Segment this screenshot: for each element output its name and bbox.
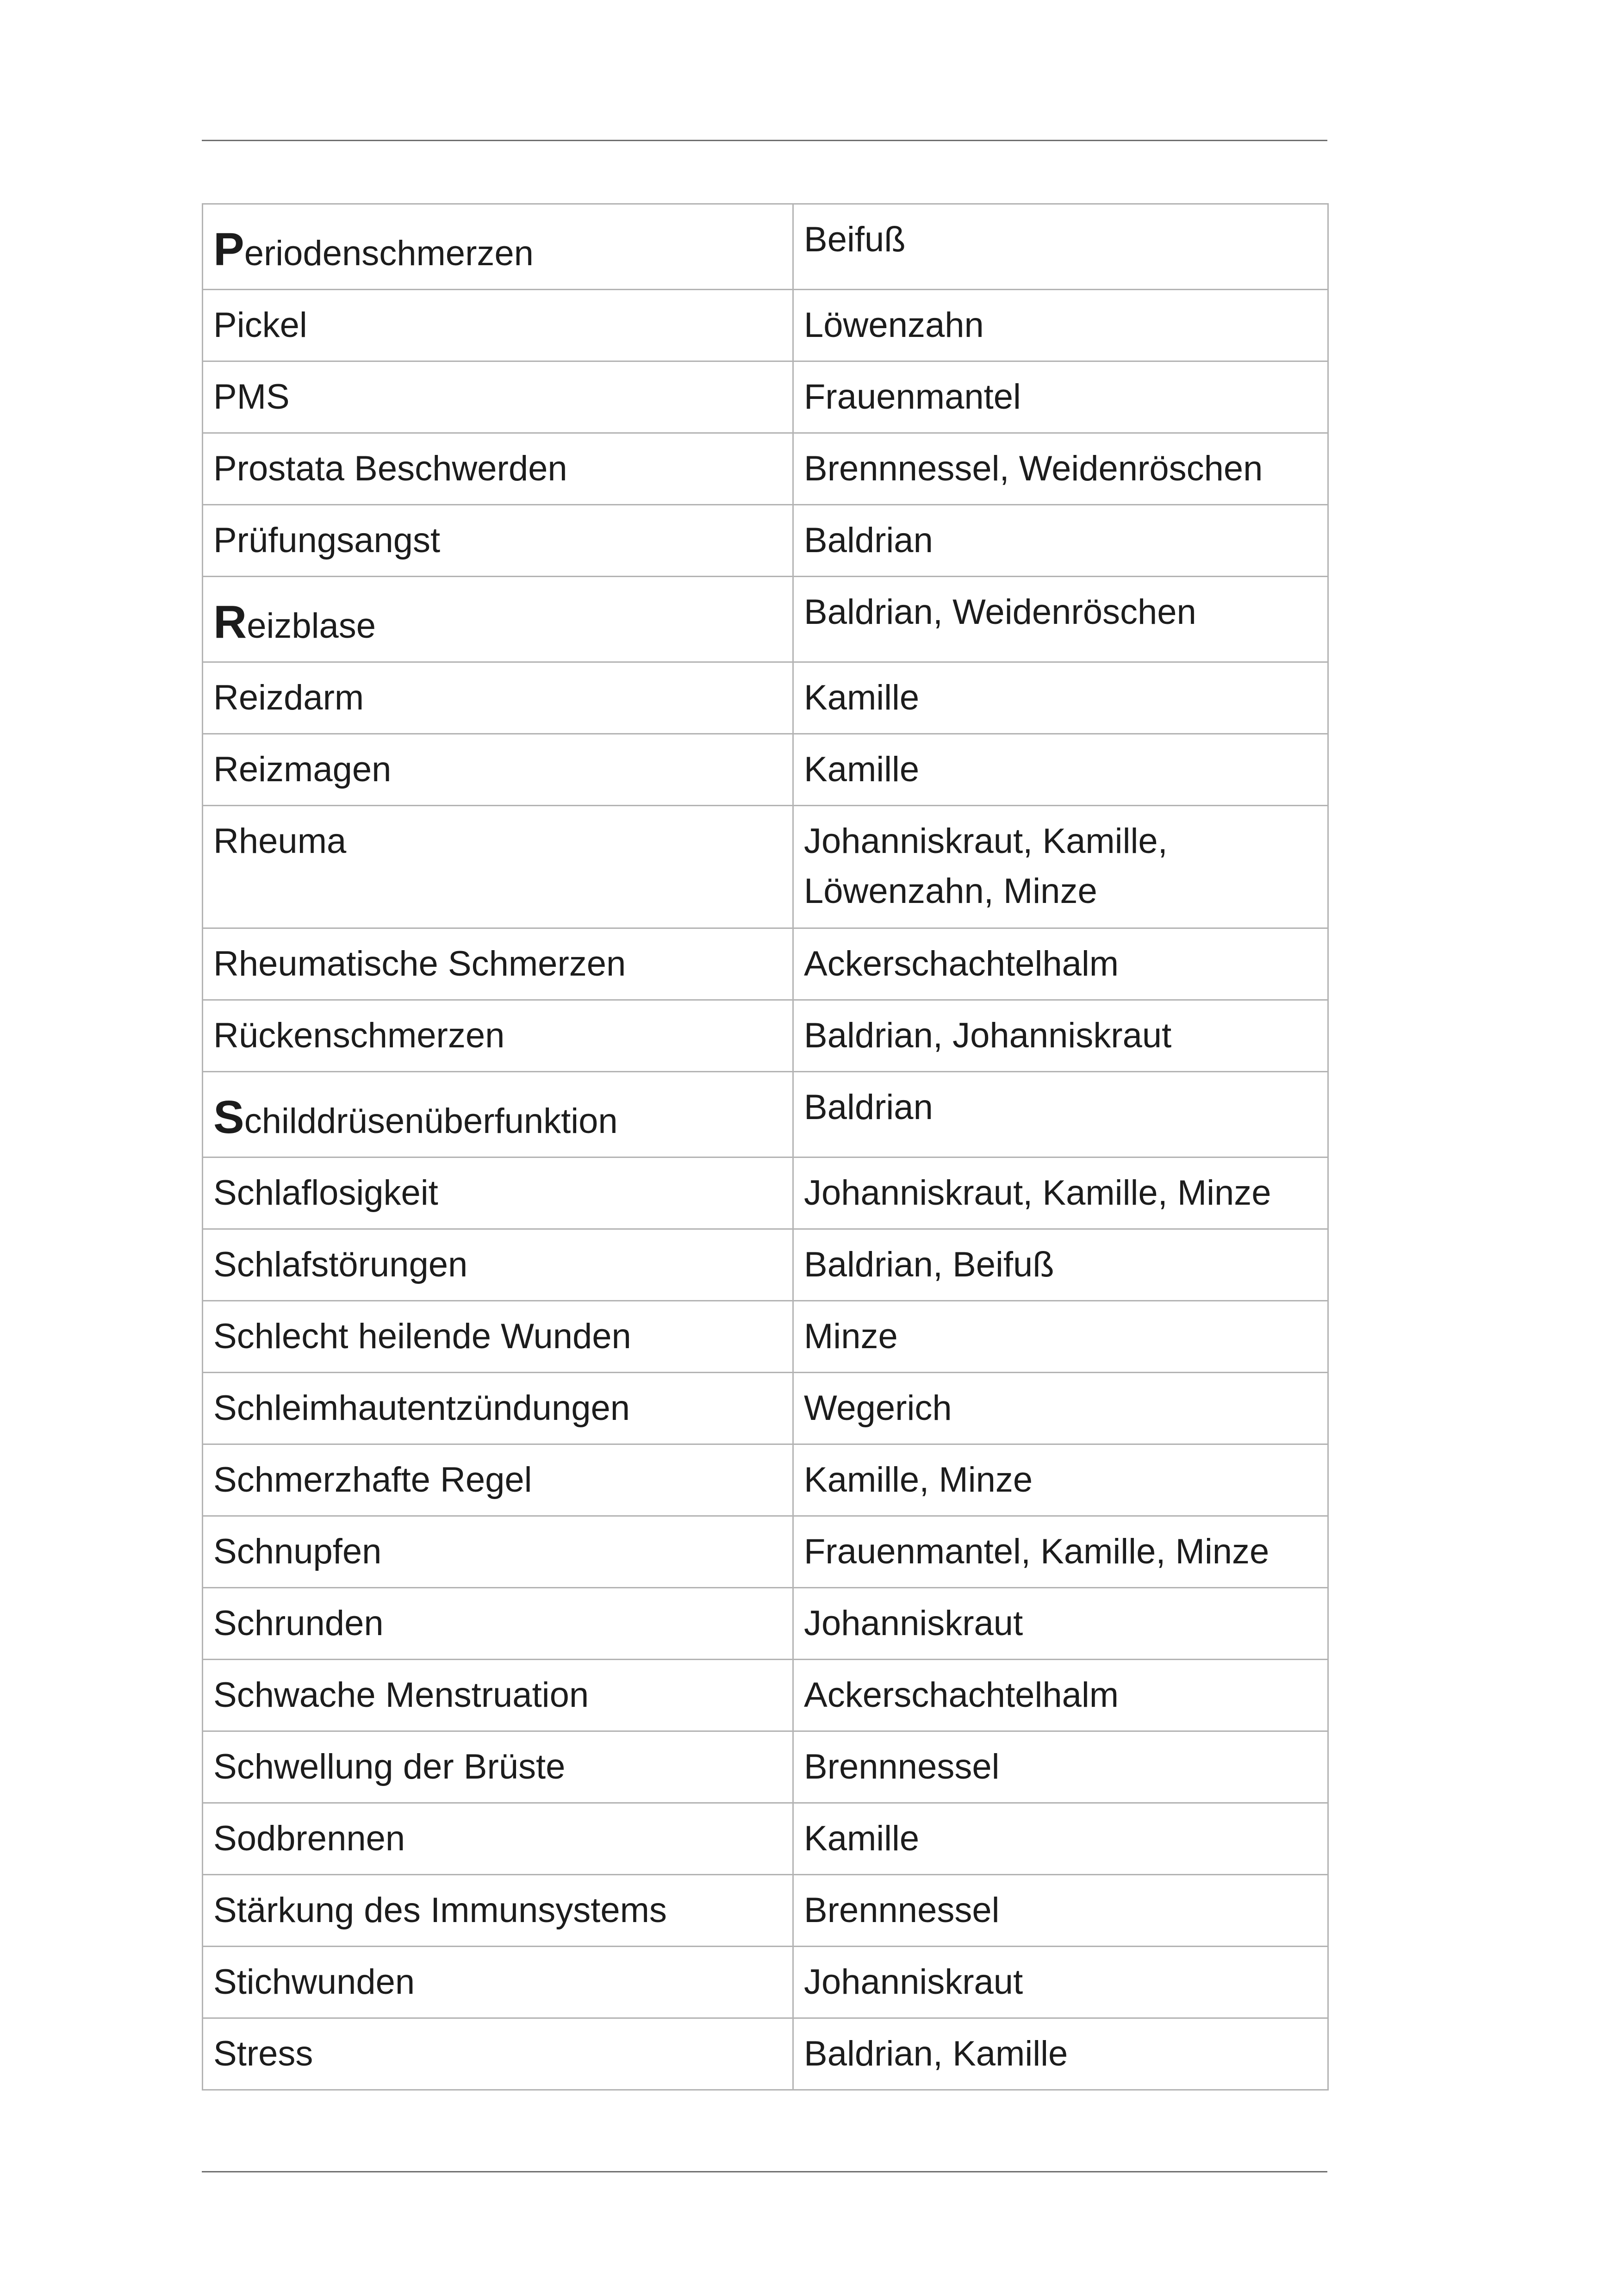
table-row xyxy=(203,662,1328,734)
remedy-cell: Kamille xyxy=(793,1803,1328,1875)
remedy-cell: Ackerschachtelhalm xyxy=(793,1660,1328,1731)
remedy-cell: Löwenzahn xyxy=(793,290,1328,361)
remedy-cell: Baldrian, Johanniskraut xyxy=(793,1000,1328,1072)
table-row xyxy=(203,734,1328,806)
ailment-cell: Reizdarm xyxy=(203,662,793,734)
remedy-cell: Kamille xyxy=(793,662,1328,734)
remedy-cell: Johanniskraut xyxy=(793,1588,1328,1660)
remedy-cell: Baldrian xyxy=(793,505,1328,577)
table-row xyxy=(203,928,1328,1000)
ailment-cell: Stichwunden xyxy=(203,1947,793,2018)
ailment-text-rest: eriodenschmerzen xyxy=(244,234,534,273)
ailment-cell: Schlaflosigkeit xyxy=(203,1157,793,1229)
table-row xyxy=(203,204,1328,290)
ailment-cell: Reizmagen xyxy=(203,734,793,806)
table-row xyxy=(203,1660,1328,1731)
remedy-cell: Frauenmantel, Kamille, Minze xyxy=(793,1516,1328,1588)
table-row xyxy=(203,1875,1328,1947)
table-row xyxy=(203,1157,1328,1229)
table-row xyxy=(203,1516,1328,1588)
ailment-cell: Schmerzhafte Regel xyxy=(203,1444,793,1516)
table-row xyxy=(203,1803,1328,1875)
table-row xyxy=(203,505,1328,577)
ailment-cell: Schlecht heilende Wunden xyxy=(203,1301,793,1373)
remedy-cell: Brennnessel, Weidenröschen xyxy=(793,433,1328,505)
ailment-cell: Stärkung des Immunsystems xyxy=(203,1875,793,1947)
table-row xyxy=(203,361,1328,433)
ailment-cell: Prostata Beschwerden xyxy=(203,433,793,505)
ailment-cell xyxy=(203,577,793,662)
remedy-cell: Ackerschachtelhalm xyxy=(793,928,1328,1000)
ailment-cell: PMS xyxy=(203,361,793,433)
remedy-cell: Johanniskraut, Kamille, Minze xyxy=(793,1157,1328,1229)
table-row xyxy=(203,1072,1328,1157)
remedy-cell: Johanniskraut, Kamille, Löwenzahn, Minze xyxy=(793,806,1328,928)
table-row xyxy=(203,1444,1328,1516)
remedy-cell: Minze xyxy=(793,1301,1328,1373)
remedy-cell: Baldrian, Weidenröschen xyxy=(793,577,1328,662)
remedy-cell: Baldrian, Kamille xyxy=(793,2018,1328,2090)
remedy-cell: Frauenmantel xyxy=(793,361,1328,433)
table-row xyxy=(203,1301,1328,1373)
ailment-cell: Rheuma xyxy=(203,806,793,928)
table-row xyxy=(203,1588,1328,1660)
footer-rule xyxy=(202,2171,1327,2172)
table-row xyxy=(203,290,1328,361)
ailment-remedy-table xyxy=(202,203,1329,2091)
ailment-cell xyxy=(203,1072,793,1157)
table-row xyxy=(203,2018,1328,2090)
ailment-cell: Schleimhautentzündungen xyxy=(203,1373,793,1444)
remedy-cell: Johanniskraut xyxy=(793,1947,1328,2018)
table-row xyxy=(203,433,1328,505)
section-initial-letter: R xyxy=(213,596,247,648)
section-initial-letter: P xyxy=(213,224,244,275)
ailment-cell: Schlafstörungen xyxy=(203,1229,793,1301)
table-row xyxy=(203,1229,1328,1301)
remedy-cell: Baldrian xyxy=(793,1072,1328,1157)
remedy-cell: Kamille xyxy=(793,734,1328,806)
ailment-text-rest: childdrüsenüberfunktion xyxy=(244,1101,618,1141)
ailment-cell: Pickel xyxy=(203,290,793,361)
ailment-cell: Rückenschmerzen xyxy=(203,1000,793,1072)
ailment-cell: Stress xyxy=(203,2018,793,2090)
remedy-cell: Baldrian, Beifuß xyxy=(793,1229,1328,1301)
ailment-cell: Rheumatische Schmerzen xyxy=(203,928,793,1000)
ailment-cell: Schnupfen xyxy=(203,1516,793,1588)
ailment-cell: Schrunden xyxy=(203,1588,793,1660)
table-row xyxy=(203,1373,1328,1444)
ailment-text-rest: eizblase xyxy=(247,606,376,646)
table-row xyxy=(203,1731,1328,1803)
ailment-cell: Schwache Menstruation xyxy=(203,1660,793,1731)
ailment-cell: Prüfungsangst xyxy=(203,505,793,577)
remedy-cell: Kamille, Minze xyxy=(793,1444,1328,1516)
remedy-cell: Brennnessel xyxy=(793,1875,1328,1947)
table-row xyxy=(203,1947,1328,2018)
table-row xyxy=(203,806,1328,928)
ailment-cell: Schwellung der Brüste xyxy=(203,1731,793,1803)
table-row xyxy=(203,577,1328,662)
header-rule xyxy=(202,140,1327,141)
table-row xyxy=(203,1000,1328,1072)
ailment-cell xyxy=(203,204,793,290)
remedy-cell: Wegerich xyxy=(793,1373,1328,1444)
remedy-cell: Beifuß xyxy=(793,204,1328,290)
section-initial-letter: S xyxy=(213,1091,244,1143)
ailment-cell: Sodbrennen xyxy=(203,1803,793,1875)
remedy-cell: Brennnessel xyxy=(793,1731,1328,1803)
